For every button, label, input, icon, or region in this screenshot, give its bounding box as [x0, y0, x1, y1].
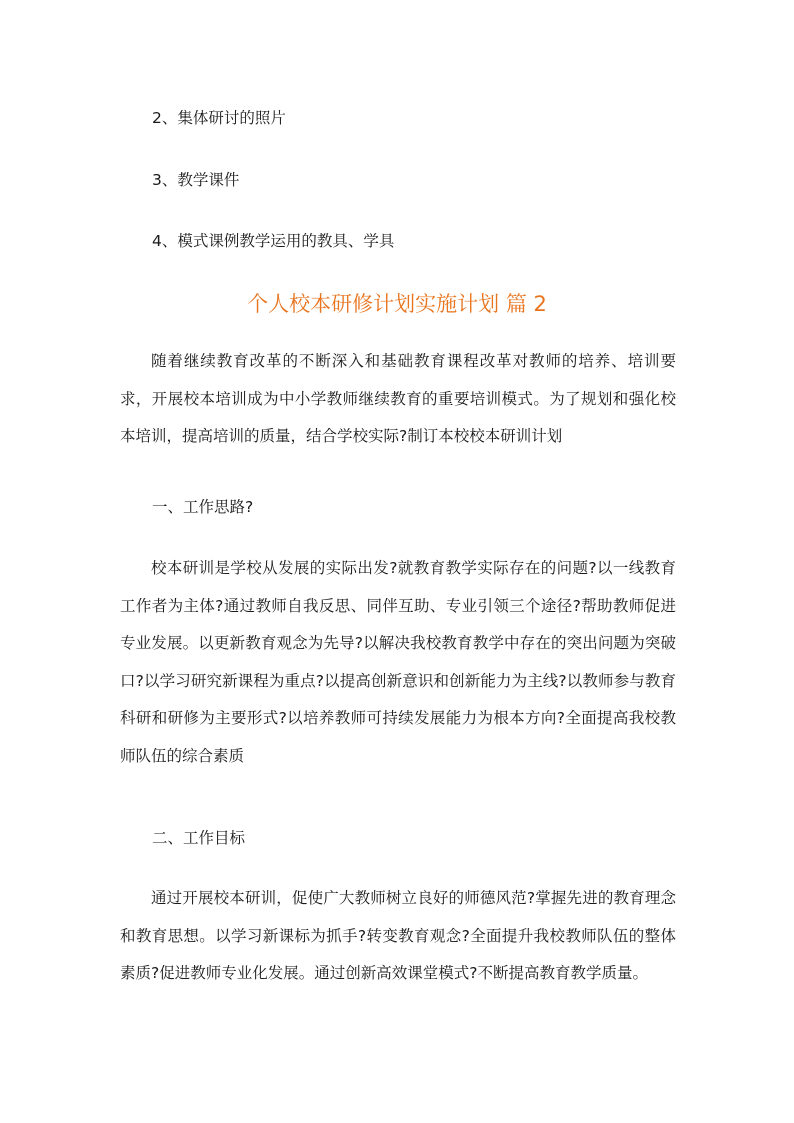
section-heading-work-approach: 一、工作思路? [152, 498, 254, 516]
section-heading-work-goals: 二、工作目标 [152, 829, 246, 847]
list-item-photos: 2、集体研讨的照片 [152, 109, 286, 127]
list-item-courseware: 3、教学课件 [152, 171, 240, 189]
work-goals-paragraph: 通过开展校本研训，促使广大教师树立良好的师德风范?掌握先进的教育理念和教育思想。以学习新课标为抓手?转变教育观念?全面提升我校教师队伍的整体素质?促进教师专业化发展。通过创新高效课堂模式?不断提高教育教学质量。 [120, 889, 676, 982]
section-title: 个人校本研修计划实施计划 篇 2 [247, 292, 547, 316]
list-item-teaching-aids: 4、模式课例教学运用的教具、学具 [152, 232, 395, 250]
work-approach-paragraph: 校本研训是学校从发展的实际出发?就教育教学实际存在的问题?以一线教育工作者为主体?通过教师自我反思、同伴互助、专业引领三个途径?帮助教师促进专业发展。以更新教育观念为先导?以解决我校教育教学中存在的突出问题为突破口?以学习研究新课程为重点?以提高创新意识和创新能力为主线?以教师参与教育科研和研修为主要形式?以培养教师可持续发展能力为根本方向?全面提高我校教师队伍的综合素质 [120, 559, 676, 765]
intro-paragraph: 随着继续教育改革的不断深入和基础教育课程改革对教师的培养、培训要求，开展校本培训成为中小学教师继续教育的重要培训模式。为了规划和强化校本培训，提高培训的质量，结合学校实际?制订本校校本研训计划 [120, 352, 676, 445]
